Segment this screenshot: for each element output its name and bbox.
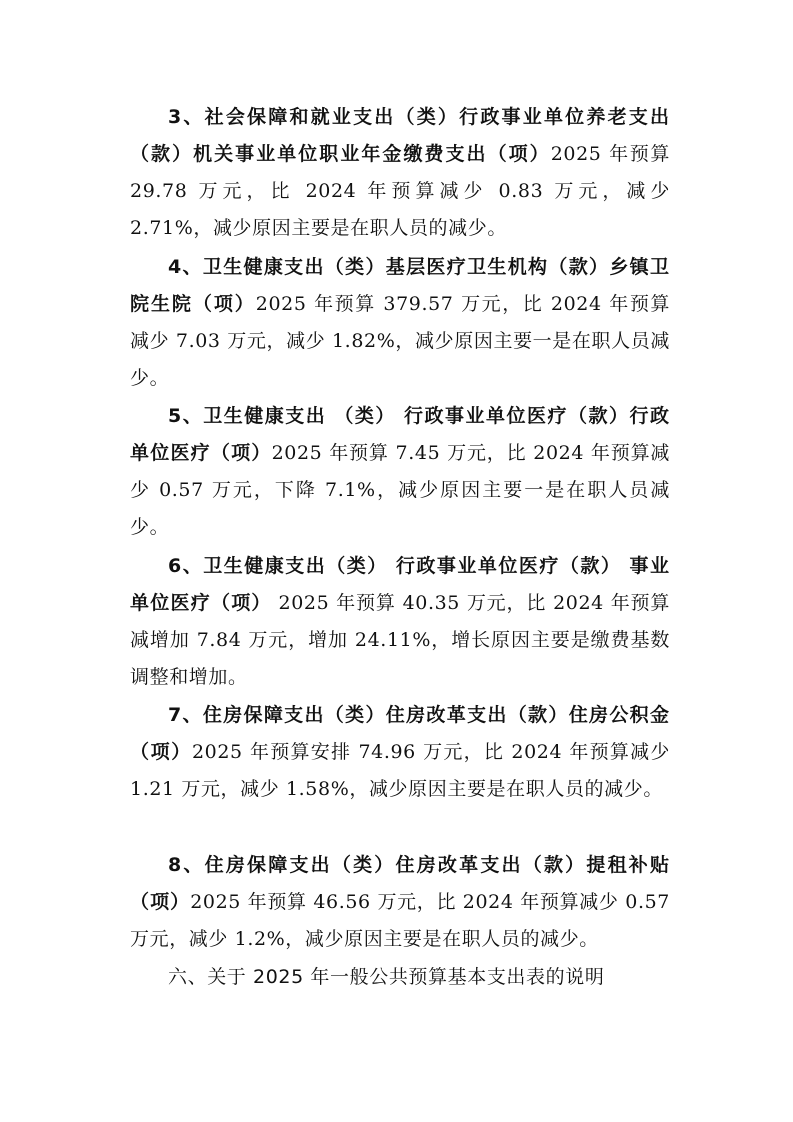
item-6-body: 2025 年预算 40.35 万元，比 2024 年预算减增加 7.84 万元，增加 24.11%，增长原因主要是缴费基数调整和增加。 xyxy=(130,592,670,688)
item-3-body: 2025 年预算 29.78 万元，比 2024 年预算减少 0.83 万元，减少 2.71%，减少原因主要是在职人员的减少。 xyxy=(130,143,670,239)
item-3-lead: 3、社会保障和就业支出（类）行政事业单位养老支出（款）机关事业单位职业年金缴费支出（项） xyxy=(130,106,670,165)
item-6-lead: 6、卫生健康支出（类） 行政事业单位医疗（款） 事业单位医疗（项） xyxy=(130,555,670,614)
paragraph-item-6 xyxy=(130,548,670,696)
item-7-lead: 7、住房保障支出（类）住房改革支出（款）住房公积金（项） xyxy=(130,704,670,763)
section-heading: 六、关于 2025 年一般公共预算基本支出表的说明 xyxy=(168,966,605,988)
item-4-lead: 4、卫生健康支出（类）基层医疗卫生机构（款）乡镇卫院生院（项） xyxy=(130,256,670,315)
paragraph-item-8 xyxy=(130,847,670,958)
paragraph-item-7 xyxy=(130,697,670,808)
item-7-body: 2025 年预算安排 74.96 万元，比 2024 年预算减少 1.21 万元，减少 1.58%，减少原因主要是在职人员的减少。 xyxy=(130,741,670,800)
item-5-body: 2025 年预算 7.45 万元，比 2024 年预算减少 0.57 万元，下降 7.1%，减少原因主要一是在职人员减少。 xyxy=(130,442,670,538)
paragraph-item-4 xyxy=(130,249,670,397)
item-8-lead: 8、住房保障支出（类）住房改革支出（款）提租补贴（项） xyxy=(130,854,670,913)
paragraph-item-5 xyxy=(130,398,670,546)
item-8-body: 2025 年预算 46.56 万元，比 2024 年预算减少 0.57 万元，减少 1.2%，减少原因主要是在职人员的减少。 xyxy=(130,891,670,950)
item-5-lead: 5、卫生健康支出 （类） 行政事业单位医疗（款）行政单位医疗（项） xyxy=(130,405,670,464)
item-4-body: 2025 年预算 379.57 万元，比 2024 年预算减少 7.03 万元，减少 1.82%，减少原因主要一是在职人员减少。 xyxy=(130,293,670,389)
paragraph-item-3 xyxy=(130,99,670,247)
